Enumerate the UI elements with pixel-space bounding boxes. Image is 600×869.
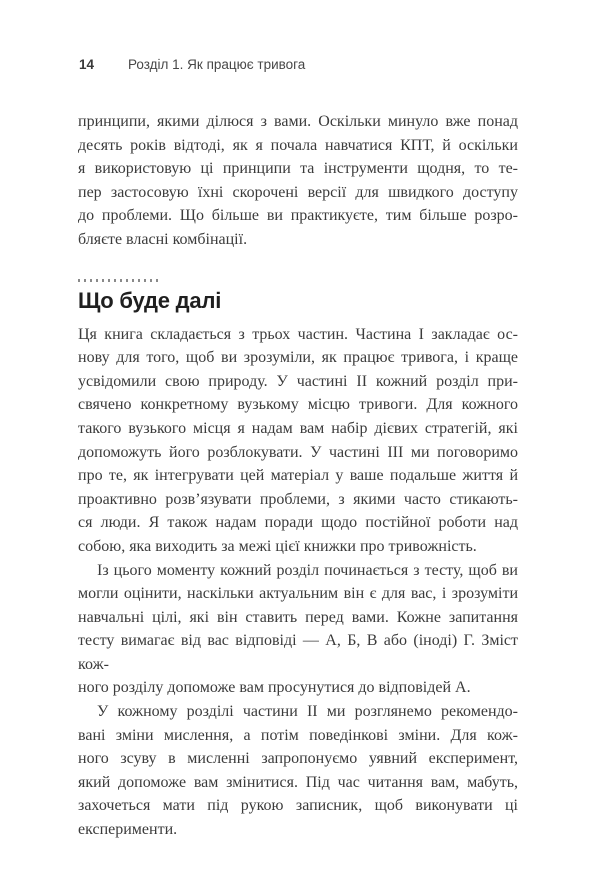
page-header [79,57,519,73]
running-head: Розділ 1. Як працює тривога [128,57,306,72]
section-marker-dots [78,279,162,282]
text-line: до проблеми. Що більше ви практикуєте, тим більше розро- [78,207,518,225]
text-line: вані зміни мислення, а потім поведінкові зміни. Для кож- [78,726,518,744]
page-content [78,110,518,842]
text-line: усвідомили свою природу. У частині II кожний розділ при- [78,372,518,390]
text-line: бляєте власні комбінації. [78,230,248,248]
paragraph [78,323,518,559]
paragraph [78,559,518,701]
text-line: десять років відтоді, як я почала навчатися КПТ, й оскільки [78,136,518,154]
text-line: такого вузького місця я надам вам набір дієвих стратегій, які [78,419,518,437]
text-line: ного розділу допоможе вам просунутися до відповідей А. [78,679,471,697]
text-line: допоможуть його розблокувати. У частині III ми поговоримо [78,443,518,461]
page-number: 14 [79,57,95,72]
text-line: який допоможе вам змінитися. Під час читання вам, мабуть, [78,773,518,791]
text-line: свячено конкретному вузькому місцю тривоги. Для кожного [78,396,518,414]
text-line: могли оцінити, наскільки актуальним він є для вас, і зрозуміти [78,585,518,603]
text-line: Ця книга складається з трьох частин. Частина I закладає ос- [78,325,518,343]
text-line: Із цього моменту кожний розділ починається з тесту, щоб ви [97,561,518,579]
text-line: принципи, якими ділюся з вами. Оскільки минуло вже понад [78,113,518,130]
text-line: нову для того, щоб ви зрозуміли, як працює тривога, і краще [78,349,518,367]
text-line: пер застосовую їхні скорочені версії для швидкого доступу [78,183,518,201]
text-line: про те, як інтегрувати цей матеріал у ваше подальше життя й [78,467,518,485]
text-line: я використовую ці принципи та інструменти щодня, то те- [78,160,518,178]
text-line: тесту вимагає від вас відповіді — А, Б, В або (іноді) Г. Зміст кож- [78,632,518,673]
section-heading-block [78,279,518,314]
section-heading: Що буде далі [78,287,222,313]
text-line: навчальні цілі, які він ставить перед вами. Кожне запитання [78,608,518,626]
text-line: собою, яка виходить за межі цієї книжки про тривожність. [78,537,477,555]
text-line: ся люди. Я також надам поради щодо постійної роботи над [78,514,518,532]
text-line: захочеться мати під рукою записник, щоб виконувати ці [78,797,518,815]
paragraph [78,110,518,252]
text-line: експерименти. [78,821,178,839]
text-line: ного зсуву в мисленні запропонуємо уявний експеримент, [78,750,518,768]
paragraph [78,700,518,842]
text-line: У кожному розділі частини II ми розглянемо рекомендо- [97,703,518,721]
text-line: проактивно розв’язувати проблеми, з якими часто стикають- [78,490,518,508]
